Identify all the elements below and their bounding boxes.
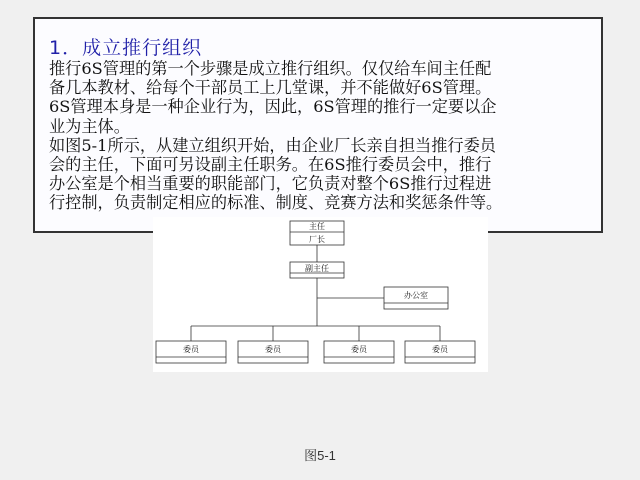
member-label: 委员 <box>432 345 448 354</box>
figure-caption: 图5-1 <box>304 448 336 463</box>
member-label: 委员 <box>183 345 199 354</box>
deputy-label: 副主任 <box>305 264 329 273</box>
org-chart <box>153 217 488 372</box>
office-box <box>384 287 448 309</box>
member-label: 委员 <box>265 345 281 354</box>
director-box <box>290 221 344 245</box>
director-name: 厂长 <box>309 235 325 244</box>
member-box-1 <box>156 341 226 363</box>
member-box-3 <box>324 341 394 363</box>
director-title: 主任 <box>309 222 325 231</box>
org-chart-svg <box>153 217 488 372</box>
paragraph-1: 推行6S管理的第一个步骤是成立推行组织。仅仅给车间主任配 备几本教材、给每个干部员工上几堂课，并不能做好6S管理。 <box>49 59 492 98</box>
member-label: 委员 <box>351 345 367 354</box>
deputy-box <box>290 262 344 278</box>
office-label: 办公室 <box>404 291 428 300</box>
text-panel <box>33 17 603 233</box>
member-box-2 <box>238 341 308 363</box>
paragraph-3: 如图5-1所示，从建立组织开始，由企业厂长亲自担当推行委员 会的主任，下面可另设副主任职务。在6S推行委员会中，推行 办公室是个相当重要的职能部门，它负责对整个6S推行过程进 行控制，负责制定相应的标准、制度、竞赛方法和奖惩条件等。 <box>49 135 503 213</box>
section-heading: 1．成立推行组织 <box>49 37 203 59</box>
member-box-4 <box>405 341 475 363</box>
paragraph-2: 6S管理本身是一种企业行为，因此，6S管理的推行一定要以企 业为主体。 <box>49 97 497 136</box>
